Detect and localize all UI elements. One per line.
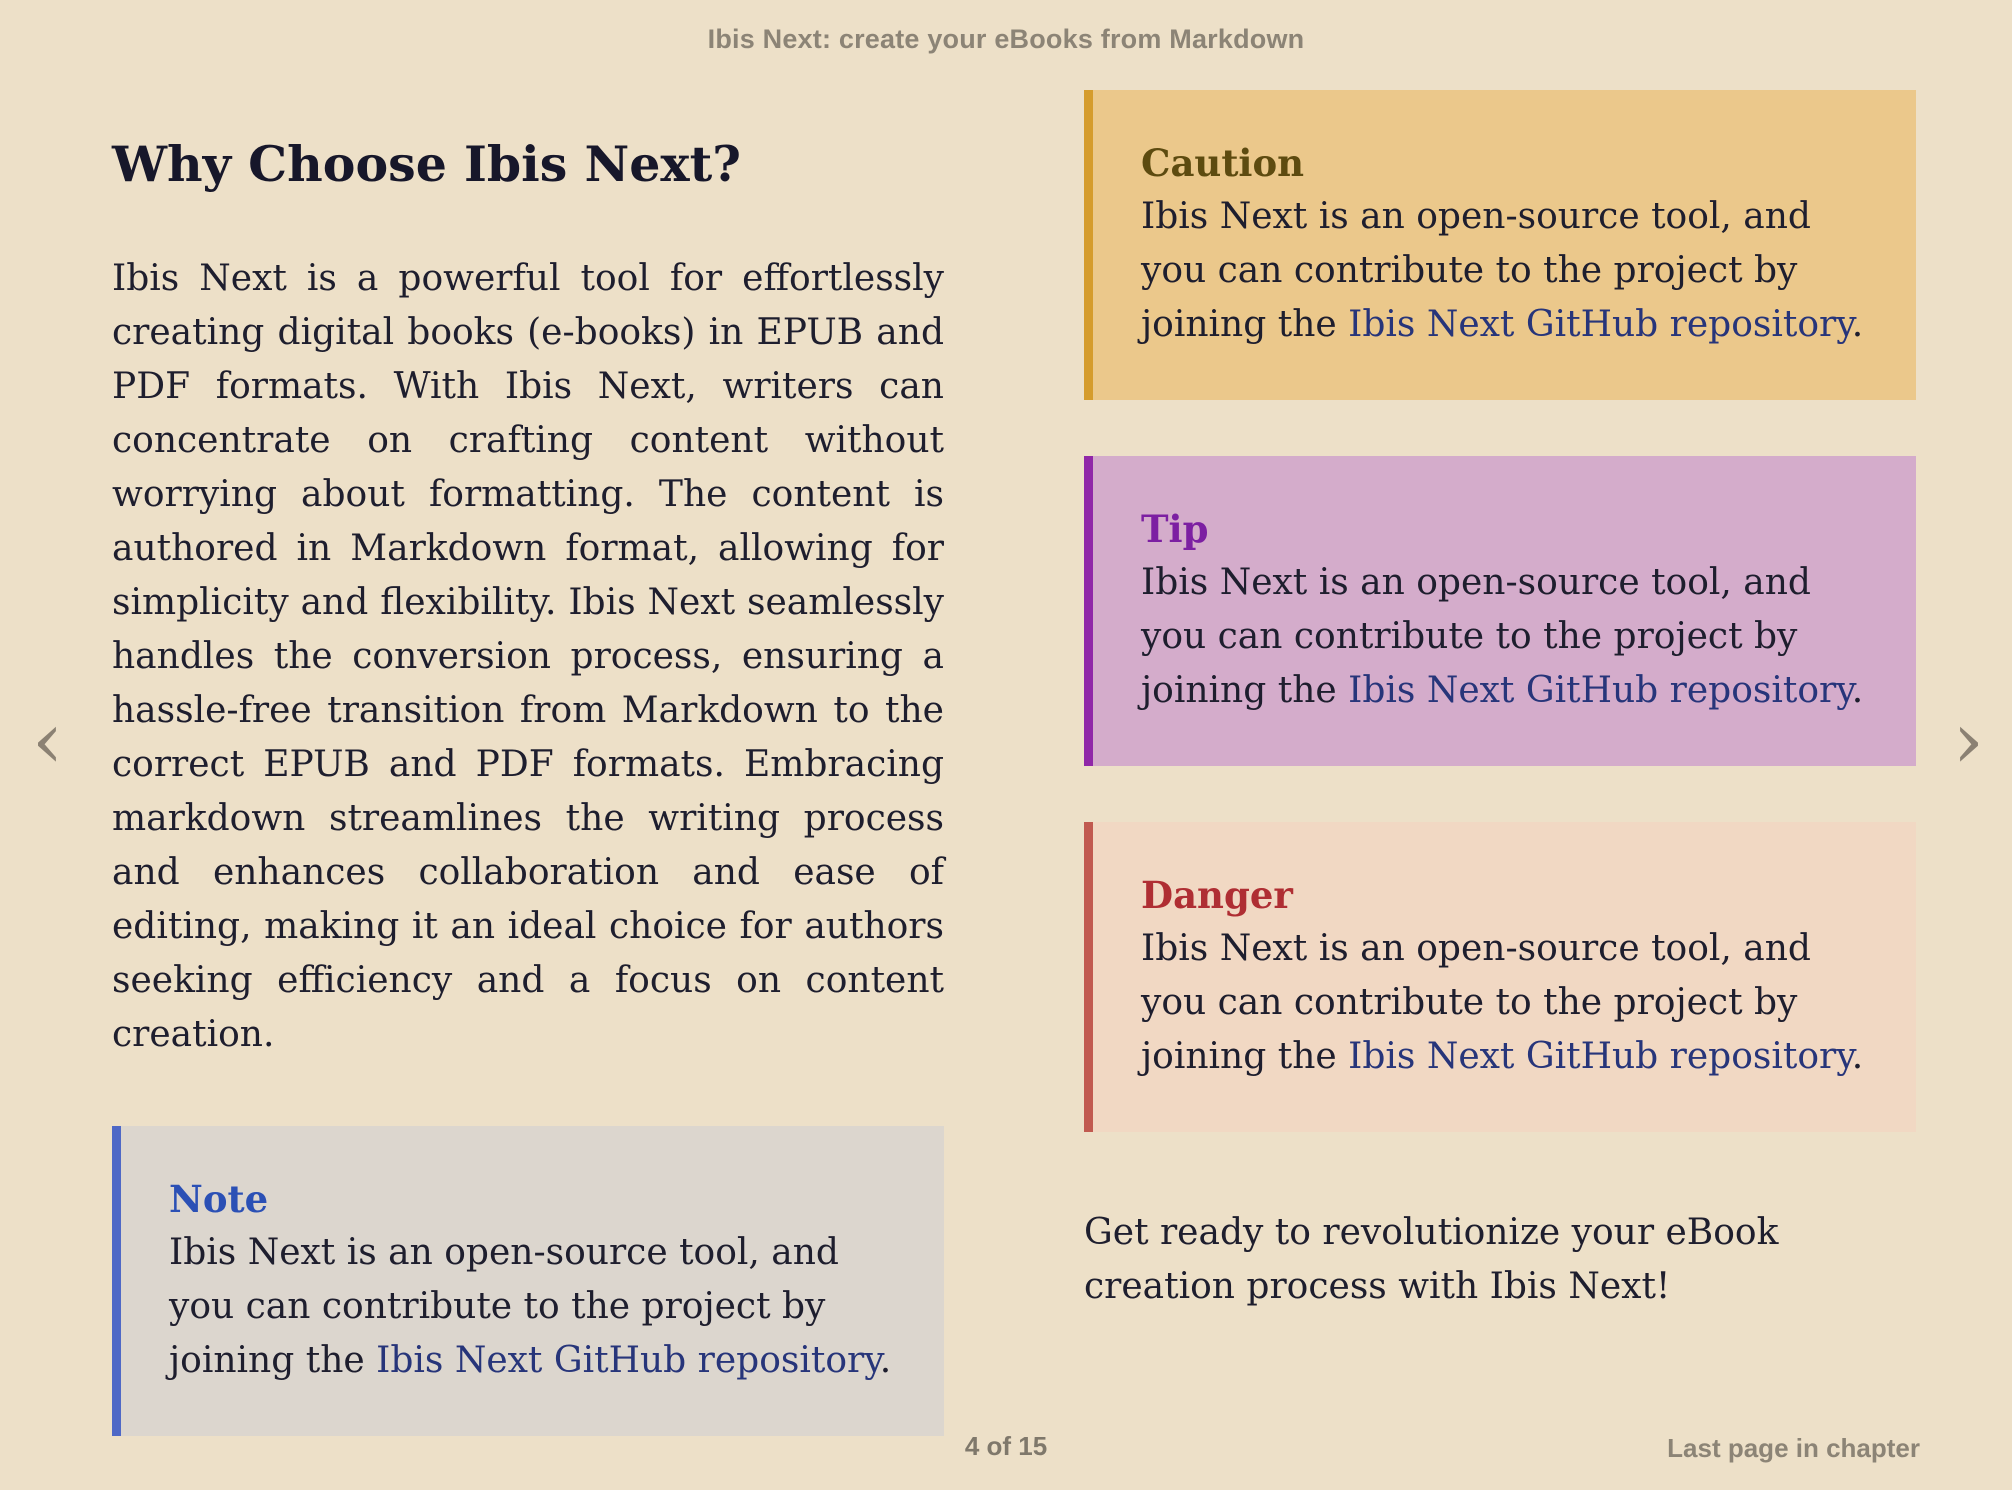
right-column [1084,90,1916,1436]
callout-danger-title: Danger [1141,873,1293,917]
callout-danger-text-suffix: . [1851,1036,1864,1077]
callout-note [112,1126,944,1436]
callout-tip-title: Tip [1141,507,1209,551]
closing-paragraph: Get ready to revolutionize your eBook creation process with Ibis Next! [1084,1212,1779,1307]
callout-note-text [169,1226,894,1388]
callout-caution-title: Caution [1141,141,1305,185]
next-page-button[interactable]: › [1943,702,1994,780]
callout-tip-text-suffix: . [1851,670,1864,711]
callout-note-text-suffix: . [879,1340,892,1382]
github-repo-link[interactable]: Ibis Next GitHub repository [1348,670,1852,711]
previous-page-button[interactable]: ‹ [22,702,73,780]
callout-caution-text-prefix: Ibis Next is an open-source tool, and you can contribute to the project by joining the [1141,196,1811,345]
github-repo-link[interactable]: Ibis Next GitHub repository [1348,304,1852,345]
callout-caution-text [1141,190,1866,352]
callout-danger-text [1141,922,1866,1084]
github-repo-link[interactable]: Ibis Next GitHub repository [376,1340,880,1382]
book-title: Ibis Next: create your eBooks from Markdown [707,24,1305,54]
callout-danger-text-prefix: Ibis Next is an open-source tool, and you can contribute to the project by joining the [1141,928,1811,1077]
page-indicator: 4 of 15 [964,1431,1048,1461]
chapter-status: Last page in chapter [1667,1433,1920,1463]
callout-caution [1084,90,1916,400]
github-repo-link[interactable]: Ibis Next GitHub repository [1348,1036,1852,1077]
callout-tip-text-prefix: Ibis Next is an open-source tool, and you can contribute to the project by joining the [1141,562,1811,711]
intro-paragraph: Ibis Next is a powerful tool for effortlessly creating digital books (e-books) in EPUB and PDF formats. With Ibis Next, writers can concentrate on crafting content without worrying about formatting. The content is authored in Markdown format, allowing for simplicity and flexibility. Ibis Next seamlessly handles the conversion process, ensuring a hassle-free transition from Markdown to the correct EPUB and PDF formats. Embracing markdown streamlines the writing process and enhances collaboration and ease of editing, making it an ideal choice for authors seeking efficiency and a focus on content creation. [112,258,944,1056]
callout-note-title: Note [169,1177,269,1222]
left-column [112,90,944,1436]
page-heading: Why Choose Ibis Next? [112,135,741,193]
callout-note-text-prefix: Ibis Next is an open-source tool, and you can contribute to the project by joining the [169,1232,839,1382]
callout-tip-text [1141,556,1866,718]
callout-danger [1084,822,1916,1132]
page-content [112,90,1916,1436]
callout-caution-text-suffix: . [1851,304,1864,345]
callout-tip [1084,456,1916,766]
reader-header [0,24,2012,55]
